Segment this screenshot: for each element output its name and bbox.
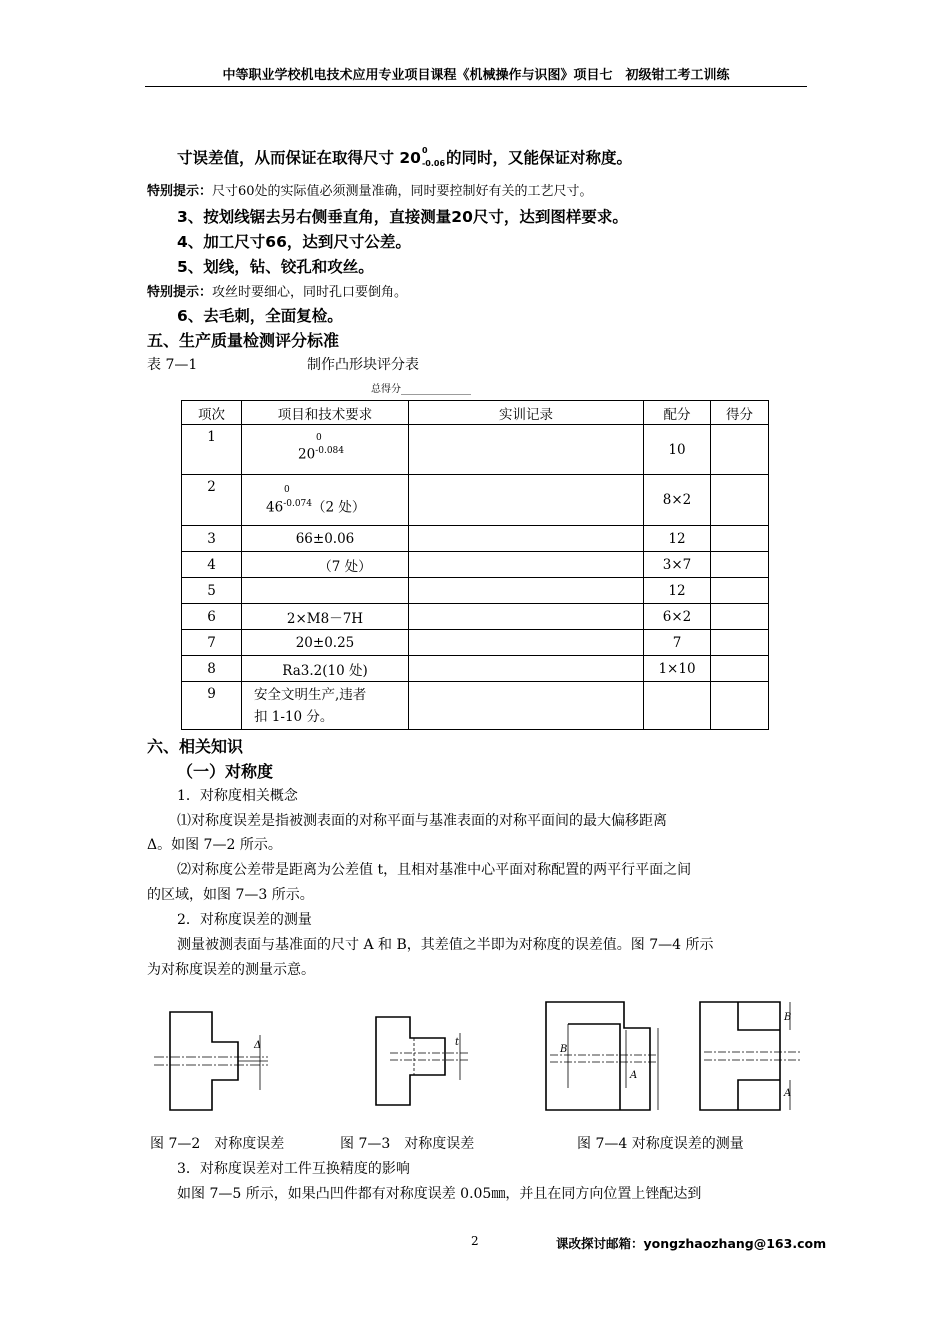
step-5: 5、划线，钻、铰孔和攻丝。 <box>177 258 374 276</box>
tip-text: 尺寸60处的实际值必须测量准确，同时要控制好有关的工艺尺寸。 <box>212 184 593 199</box>
table-row <box>182 425 769 475</box>
table-header-row <box>182 401 769 425</box>
row-record <box>409 552 644 578</box>
row-no: 5 <box>182 578 242 604</box>
col-header: 得分 <box>711 401 769 425</box>
tolerance-lower: -0.084 <box>315 446 344 456</box>
row-record <box>409 526 644 552</box>
requirement-line: 扣 1-10 分。 <box>254 709 334 725</box>
line1-text-end: 的同时，又能保证对称度。 <box>446 149 633 167</box>
paragraph-line: ⑴对称度误差是指被测表面的对称平面与基准表面的对称平面间的最大偏移距离 <box>177 813 667 829</box>
row-record <box>409 604 644 630</box>
page-header: 中等职业学校机电技术应用专业项目课程《机械操作与识图》项目七 初级钳工考工训练 <box>145 66 807 87</box>
row-record <box>409 578 644 604</box>
a-label: A <box>630 1070 638 1081</box>
special-tip <box>147 180 593 199</box>
row-score: 7 <box>644 630 711 656</box>
paragraph-line: 为对称度误差的测量示意。 <box>147 962 315 978</box>
row-requirement: （7 处） <box>242 552 409 578</box>
row-record <box>409 630 644 656</box>
paragraph-line: 如图 7—5 所示，如果凸凹件都有对称度误差 0.05㎜，并且在同方向位置上锉配达到 <box>177 1186 702 1202</box>
row-requirement: 20±0.25 <box>242 630 409 656</box>
row-score: 10 <box>644 425 711 475</box>
paragraph-line: 测量被测表面与基准面的尺寸 A 和 B，其差值之半即为对称度的误差值。图 7—4 所示 <box>177 937 714 953</box>
tolerance-upper: 0 <box>284 485 290 495</box>
row-no: 8 <box>182 656 242 682</box>
figure-7-3 <box>360 1015 475 1115</box>
section-heading: 五、生产质量检测评分标准 <box>147 331 340 350</box>
row-requirement: 66±0.06 <box>242 526 409 552</box>
col-header: 项目和技术要求 <box>242 401 409 425</box>
requirement-line: 安全文明生产,违者 <box>254 687 367 703</box>
table-title: 制作凸形块评分表 <box>307 357 419 373</box>
figure-7-4-a <box>540 1000 670 1120</box>
paragraph-line <box>177 146 632 168</box>
paragraph-title: 1．对称度相关概念 <box>177 788 298 804</box>
paragraph-line: 的区域，如图 7—3 所示。 <box>147 887 314 903</box>
table-row <box>182 630 769 656</box>
tip-label: 特别提示： <box>147 184 213 199</box>
table-row <box>182 578 769 604</box>
table-row <box>182 475 769 526</box>
requirement-note: （2 处） <box>312 499 366 516</box>
row-record <box>409 682 644 730</box>
tolerance-upper: 0 <box>421 145 428 155</box>
row-score <box>644 682 711 730</box>
row-record <box>409 656 644 682</box>
row-got <box>711 656 769 682</box>
row-requirement: Ra3.2(10 处) <box>242 656 409 682</box>
table-number: 表 7—1 <box>147 357 198 373</box>
paragraph-title: 3．对称度误差对工件互换精度的影响 <box>177 1161 410 1177</box>
tip-label: 特别提示： <box>147 285 213 300</box>
total-score: 总得分______________ <box>371 384 471 395</box>
figure-caption: 图 7—2 对称度误差 <box>150 1136 285 1152</box>
row-got <box>711 578 769 604</box>
col-header: 配分 <box>644 401 711 425</box>
row-no: 1 <box>182 425 242 475</box>
b-label: B <box>784 1012 792 1023</box>
tolerance-lower: -0.074 <box>283 499 312 509</box>
subsection-heading: （一）对称度 <box>177 762 274 781</box>
tolerance-lower: -0.06 <box>421 158 446 168</box>
row-requirement <box>242 475 409 526</box>
step-4: 4、加工尺寸66，达到尺寸公差。 <box>177 233 411 251</box>
row-no: 6 <box>182 604 242 630</box>
table-row <box>182 604 769 630</box>
row-score: 12 <box>644 578 711 604</box>
row-score: 12 <box>644 526 711 552</box>
row-record <box>409 425 644 475</box>
row-no: 4 <box>182 552 242 578</box>
figure-caption: 图 7—3 对称度误差 <box>340 1136 475 1152</box>
row-no: 2 <box>182 475 242 526</box>
row-requirement <box>242 578 409 604</box>
step-3: 3、按划线锯去另右侧垂直角，直接测量20尺寸，达到图样要求。 <box>177 208 628 226</box>
row-score: 6×2 <box>644 604 711 630</box>
row-no: 9 <box>182 682 242 730</box>
figure-7-2 <box>150 1010 270 1120</box>
row-score: 8×2 <box>644 475 711 526</box>
row-no: 3 <box>182 526 242 552</box>
nominal-size: 20 <box>298 446 316 463</box>
row-got <box>711 526 769 552</box>
score-table <box>181 400 769 730</box>
row-got <box>711 604 769 630</box>
row-got <box>711 552 769 578</box>
row-got <box>711 475 769 526</box>
paragraph-title: 2．对称度误差的测量 <box>177 912 312 928</box>
table-row <box>182 526 769 552</box>
a-label: A <box>784 1088 792 1099</box>
row-requirement <box>242 682 409 730</box>
footer-email: 课改探讨邮箱：yongzhaozhang@163.com <box>556 1236 827 1251</box>
row-record <box>409 475 644 526</box>
row-no: 7 <box>182 630 242 656</box>
tolerance-upper: 0 <box>316 433 322 443</box>
row-got <box>711 630 769 656</box>
figure-7-4-b <box>690 1000 805 1120</box>
line1-text: 寸误差值，从而保证在取得尺寸 20 <box>177 149 421 167</box>
special-tip-2 <box>147 281 407 300</box>
col-header: 项次 <box>182 401 242 425</box>
t-label: t <box>455 1037 460 1048</box>
row-got <box>711 425 769 475</box>
table-row <box>182 656 769 682</box>
b-label: B <box>560 1044 568 1055</box>
figure-caption: 图 7—4 对称度误差的测量 <box>577 1136 744 1152</box>
section-heading: 六、相关知识 <box>147 737 244 756</box>
paragraph-line: ⑵对称度公差带是距离为公差值 t，且相对基准中心平面对称配置的两平行平面之间 <box>177 862 692 878</box>
tip-text: 攻丝时要细心，同时孔口要倒角。 <box>212 285 408 300</box>
delta-label: Δ <box>254 1040 262 1051</box>
table-row <box>182 682 769 730</box>
table-row <box>182 552 769 578</box>
page-number: 2 <box>471 1234 479 1248</box>
col-header: 实训记录 <box>409 401 644 425</box>
row-score: 3×7 <box>644 552 711 578</box>
row-got <box>711 682 769 730</box>
row-score: 1×10 <box>644 656 711 682</box>
nominal-size: 46 <box>266 499 284 516</box>
step-6: 6、去毛刺，全面复检。 <box>177 307 343 325</box>
paragraph-line: Δ。如图 7—2 所示。 <box>147 837 282 853</box>
row-requirement <box>242 425 409 475</box>
row-requirement: 2×M8－7H <box>242 604 409 630</box>
